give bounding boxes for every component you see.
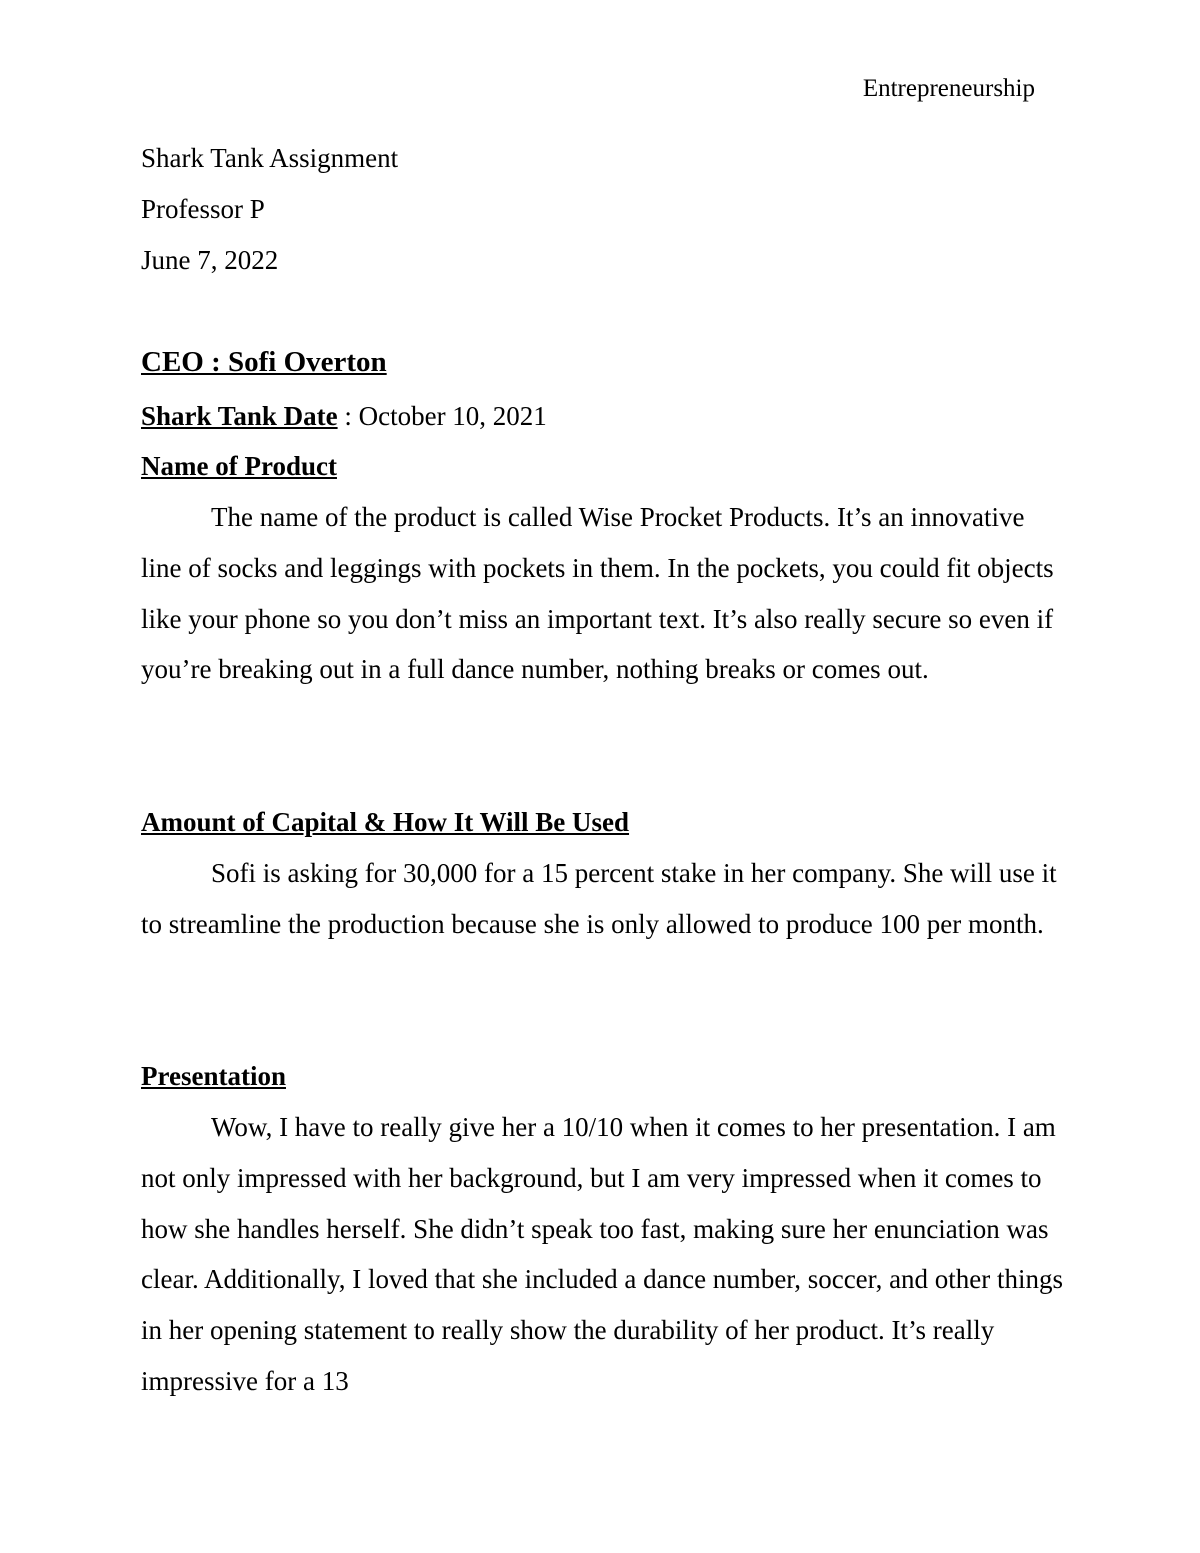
section-body-product-name: The name of the product is called Wise Procket Products. It’s an innovative line of socks and leggings with pockets in them. In the pockets, you could fit objects like your phone so you don’t miss an important text. It’s also really secure so even if you’re breaking out in a full dance number, nothing breaks or comes out. xyxy=(141,502,1054,685)
professor-name: Professor P xyxy=(141,194,265,224)
shark-tank-date-value: : October 10, 2021 xyxy=(337,401,547,431)
document-date: June 7, 2022 xyxy=(141,245,279,275)
shark-tank-date-label: Shark Tank Date xyxy=(141,401,338,431)
section-body-capital: Sofi is asking for 30,000 for a 15 percent stake in her company. She will use it to streamline the production because she is only allowed to produce 100 per month. xyxy=(141,858,1057,939)
running-header: Entrepreneurship xyxy=(862,75,1035,102)
section-heading-presentation: Presentation xyxy=(141,1061,286,1091)
section-heading-capital: Amount of Capital & How It Will Be Used xyxy=(141,807,630,837)
section-body-presentation: Wow, I have to really give her a 10/10 when it comes to her presentation. I am not only impressed with her background, but I am very impressed when it comes to how she handles herself. She didn’t speak too fast, making sure her enunciation was clear. Additionally, I loved that she included a dance number, soccer, and other things in her opening statement to really show the durability of her product. It’s really impressive for a 13 xyxy=(141,1112,1064,1396)
shark-tank-date-line xyxy=(141,400,547,432)
assignment-title: Shark Tank Assignment xyxy=(141,143,399,173)
ceo-heading: CEO : Sofi Overton xyxy=(141,346,387,378)
section-heading-product-name: Name of Product xyxy=(141,451,337,481)
